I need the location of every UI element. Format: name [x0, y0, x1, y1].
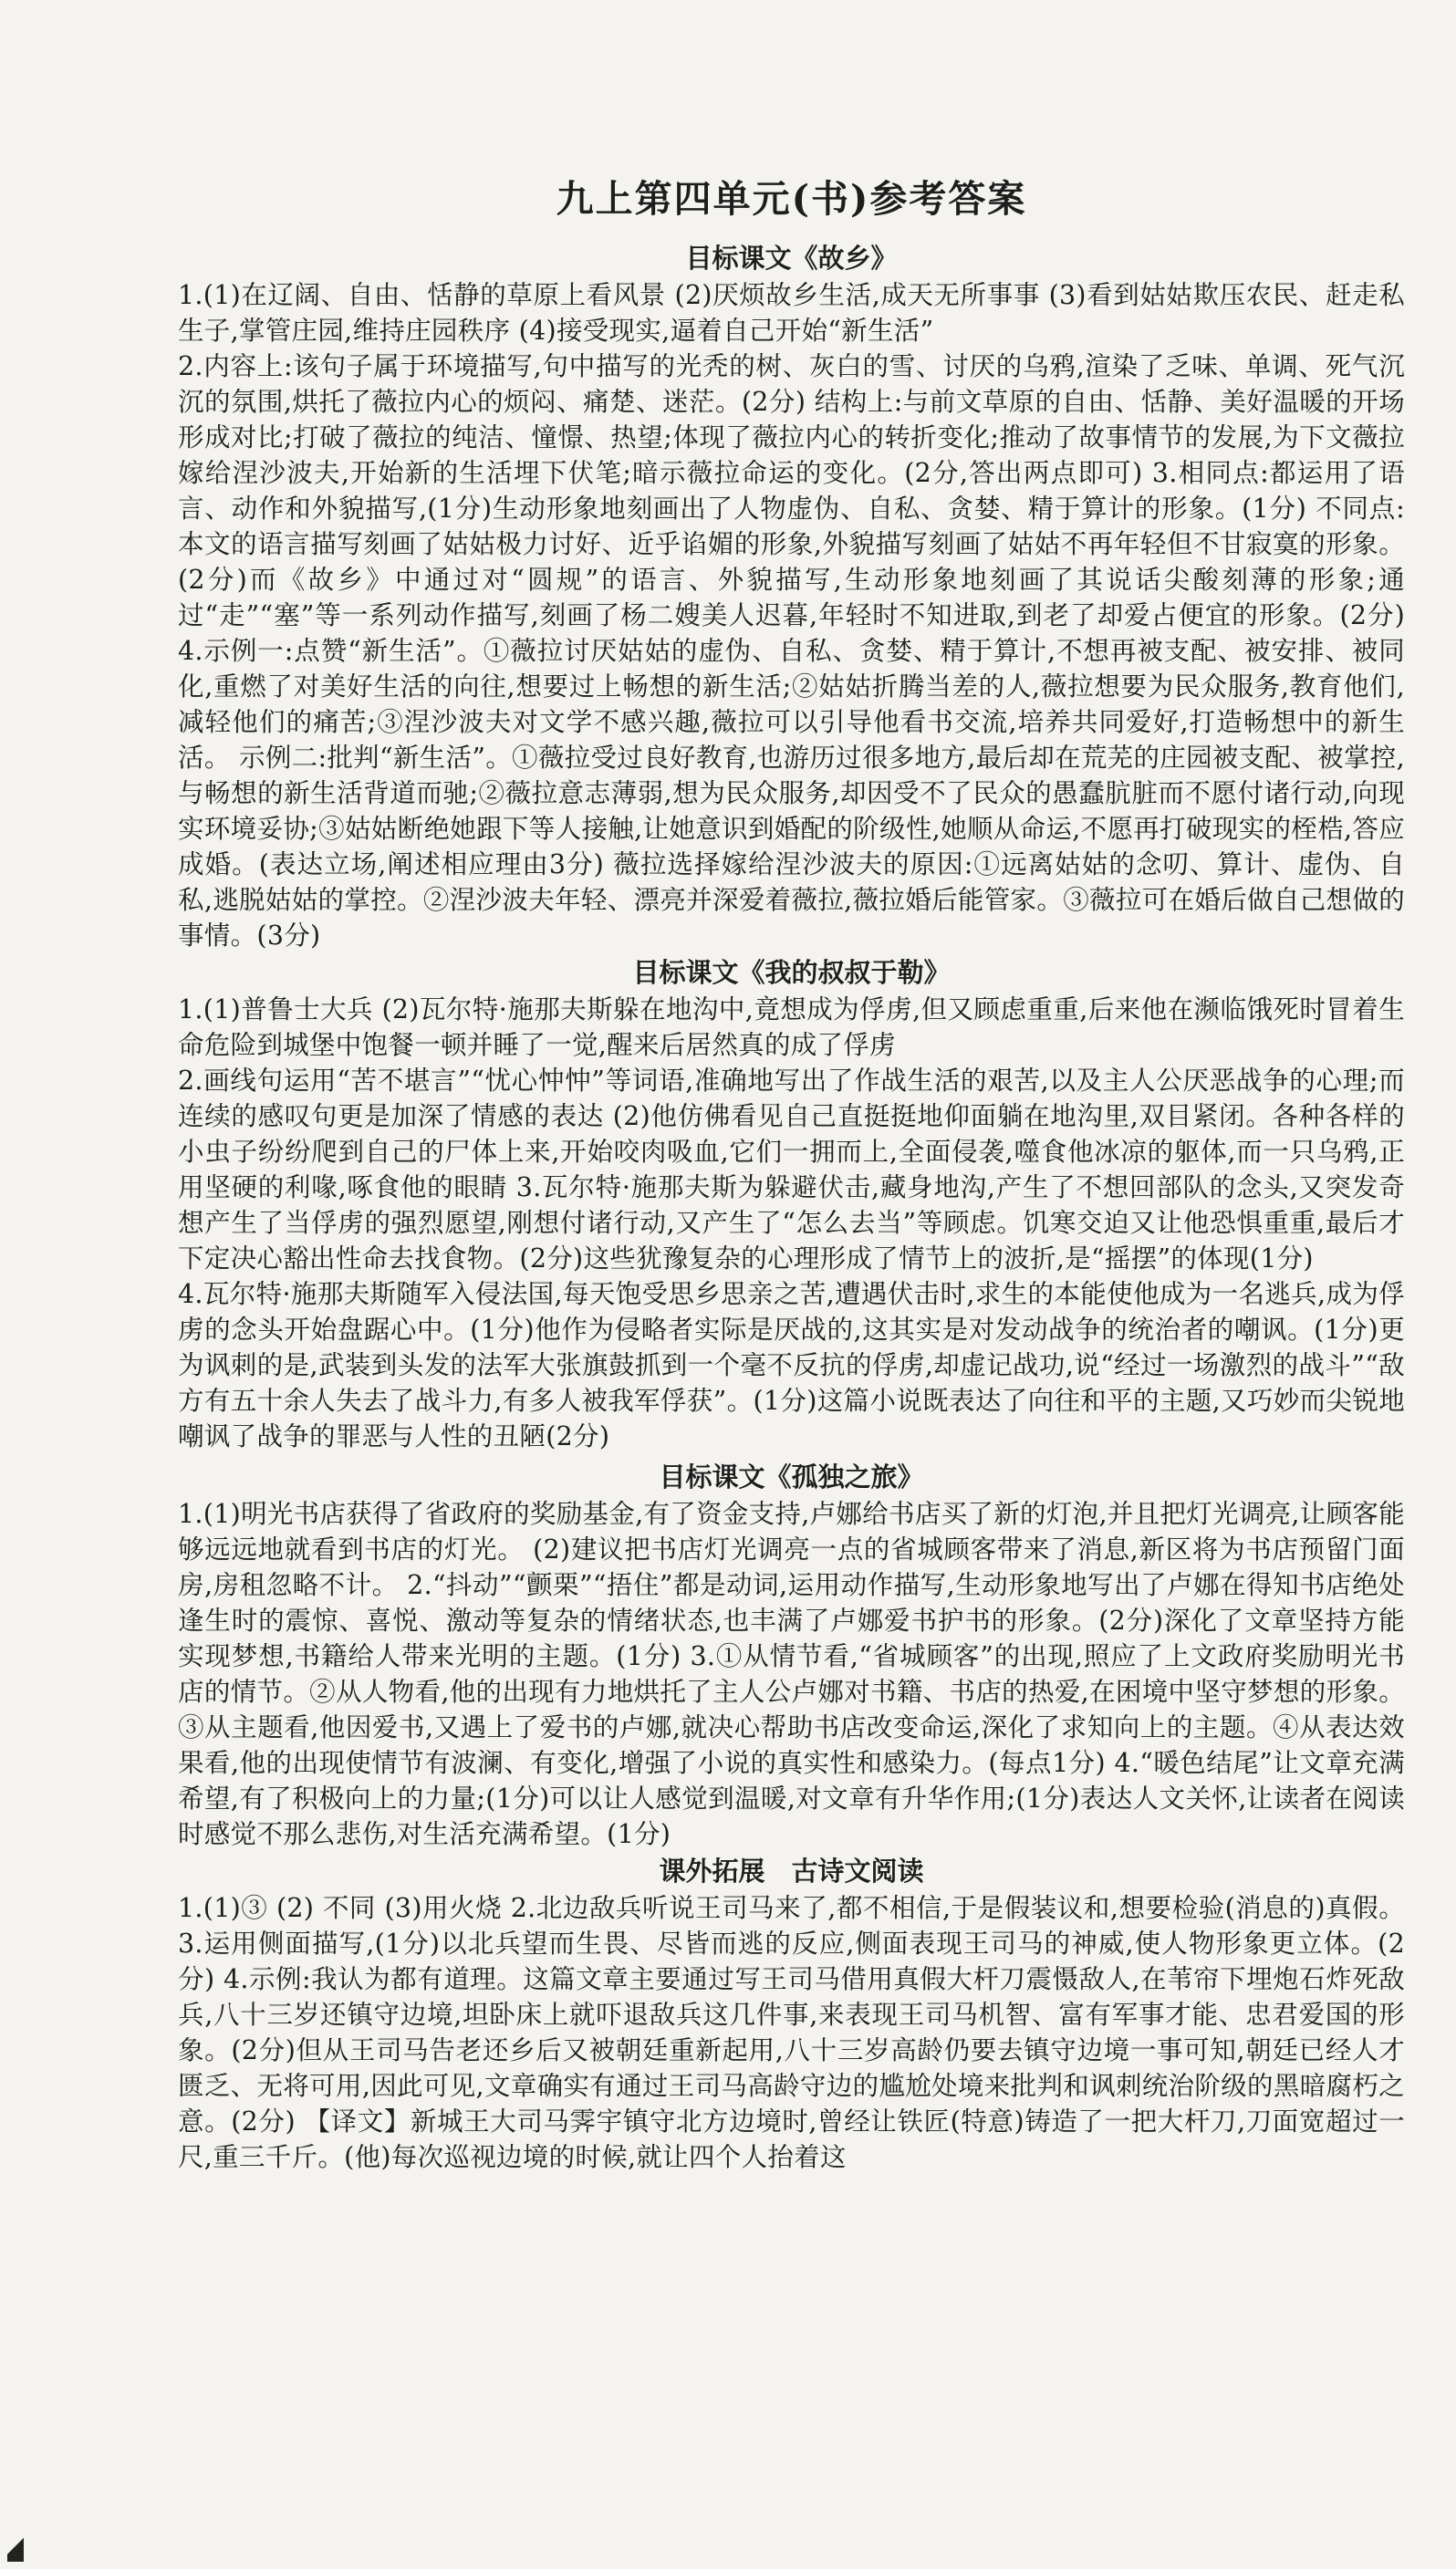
answer-paragraph: 1.(1)在辽阔、自由、恬静的草原上看风景 (2)厌烦故乡生活,成天无所事事 (3)看到姑姑欺压农民、赶走私生子,掌管庄园,维持庄园秩序 (4)接受现实,逼着自己开始“新生活”: [178, 280, 1405, 346]
section-heading: 目标课文《孤独之旅》: [659, 1461, 924, 1493]
section-heading: 课外拓展 古诗文阅读: [659, 1856, 924, 1887]
section-heading: 目标课文《故乡》: [685, 243, 898, 274]
section-gudu: [178, 1458, 1405, 1852]
answer-paragraph: 1.(1)普鲁士大兵 (2)瓦尔特·施那夫斯躲在地沟中,竟想成为俘虏,但又顾虑重重,后来他在濒临饿死时冒着生命危险到城堡中饱餐一顿并睡了一觉,醒来后居然真的成了俘虏: [178, 994, 1405, 1060]
section-heading: 目标课文《我的叔叔于勒》: [632, 957, 951, 988]
page-corner-mark: [7, 2534, 24, 2562]
section-guxiang: [178, 239, 1405, 953]
page-title: 九上第四单元(书)参考答案: [556, 177, 1027, 221]
answer-paragraph: 2.内容上:该句子属于环境描写,句中描写的光秃的树、灰白的雪、讨厌的乌鸦,渲染了乏味、单调、死气沉沉的氛围,烘托了薇拉内心的烦闷、痛楚、迷茫。(2分) 结构上:与前文草原的自由、恬静、美好温暖的开场形成对比;打破了薇拉的纯洁、憧憬、热望;体现了薇拉内心的转折变化;推动了故事情节的发展,为下文薇拉嫁给涅沙波夫,开始新的生活埋下伏笔;暗示薇拉命运的变化。(2分,答出两点即可) 3.相同点:都运用了语言、动作和外貌描写,(1分)生动形象地刻画出了人物虚伪、自私、贪婪、精于算计的形象。(1分) 不同点:本文的语言描写刻画了姑姑极力讨好、近乎谄媚的形象,外貌描写刻画了姑姑不再年轻但不甘寂寞的形象。(2分)而《故乡》中通过对“圆规”的语言、外貌描写,生动形象地刻画了其说话尖酸刻薄的形象;通过“走”“塞”等一系列动作描写,刻画了杨二嫂美人迟暮,年轻时不知进取,到老了却爱占便宜的形象。(2分) 4.示例一:点赞“新生活”。①薇拉讨厌姑姑的虚伪、自私、贪婪、精于算计,不想再被支配、被安排、被同化,重燃了对美好生活的向往,想要过上畅想的新生活;②姑姑折腾当差的人,薇拉想要为民众服务,教育他们,减轻他们的痛苦;③涅沙波夫对文学不感兴趣,薇拉可以引导他看书交流,培养共同爱好,打造畅想中的新生活。 示例二:批判“新生活”。①薇拉受过良好教育,也游历过很多地方,最后却在荒芜的庄园被支配、被掌控,与畅想的新生活背道而驰;②薇拉意志薄弱,想为民众服务,却因受不了民众的愚蠢肮脏而不愿付诸行动,向现实环境妥协;③姑姑断绝她跟下等人接触,让她意识到婚配的阶级性,她顺从命运,不愿再打破现实的桎梏,答应成婚。(表达立场,阐述相应理由3分) 薇拉选择嫁给涅沙波夫的原因:①远离姑姑的念叨、算计、虚伪、自私,逃脱姑姑的掌控。②涅沙波夫年轻、漂亮并深爱着薇拉,薇拉婚后能管家。③薇拉可在婚后做自己想做的事情。(3分): [178, 351, 1405, 951]
section-gushiwen: [178, 1852, 1405, 2175]
answer-paragraph: 2.画线句运用“苦不堪言”“忧心忡忡”等词语,准确地写出了作战生活的艰苦,以及主人公厌恶战争的心理;而连续的感叹句更是加深了情感的表达 (2)他仿佛看见自己直挺挺地仰面躺在地沟里,双目紧闭。各种各样的小虫子纷纷爬到自己的尸体上来,开始咬肉吸血,它们一拥而上,全面侵袭,噬食他冰凉的躯体,而一只乌鸦,正用坚硬的利喙,啄食他的眼睛 3.瓦尔特·施那夫斯为躲避伏击,藏身地沟,产生了不想回部队的念头,又突发奇想产生了当俘虏的强烈愿望,刚想付诸行动,又产生了“怎么去当”等顾虑。饥寒交迫又让他恐惧重重,最后才下定决心豁出性命去找食物。(2分)这些犹豫复杂的心理形成了情节上的波折,是“摇摆”的体现(1分): [178, 1066, 1405, 1274]
answer-paragraph: 4.瓦尔特·施那夫斯随军入侵法国,每天饱受思乡思亲之苦,遭遇伏击时,求生的本能使他成为一名逃兵,成为俘虏的念头开始盘踞心中。(1分)他作为侵略者实际是厌战的,这其实是对发动战争的统治者的嘲讽。(1分)更为讽刺的是,武装到头发的法军大张旗鼓抓到一个毫不反抗的俘虏,却虚记战功,说“经过一场激烈的战斗”“敌方有五十余人失去了战斗力,有多人被我军俘获”。(1分)这篇小说既表达了向往和平的主题,又巧妙而尖锐地嘲讽了战争的罪恶与人性的丑陋(2分): [178, 1279, 1405, 1451]
answer-paragraph: 1.(1)③ (2) 不同 (3)用火烧 2.北边敌兵听说王司马来了,都不相信,于是假装议和,想要检验(消息的)真假。 3.运用侧面描写,(1分)以北兵望而生畏、尽皆而逃的反应,侧面表现王司马的神威,使人物形象更立体。(2分) 4.示例:我认为都有道理。这篇文章主要通过写王司马借用真假大杆刀震慑敌人,在苇帘下埋炮石炸死敌兵,八十三岁还镇守边境,坦卧床上就吓退敌兵这几件事,来表现王司马机智、富有军事才能、忠君爱国的形象。(2分)但从王司马告老还乡后又被朝廷重新起用,八十三岁高龄仍要去镇守边境一事可知,朝廷已经人才匮乏、无将可用,因此可见,文章确实有通过王司马高龄守边的尴尬处境来批判和讽刺统治阶级的黑暗腐朽之意。(2分) 【译文】新城王大司马霁宇镇守北方边境时,曾经让铁匠(特意)铸造了一把大杆刀,刀面宽超过一尺,重三千斤。(他)每次巡视边境的时候,就让四个人抬着这: [178, 1893, 1405, 2172]
answer-page: [178, 173, 1405, 2175]
answer-paragraph: 1.(1)明光书店获得了省政府的奖励基金,有了资金支持,卢娜给书店买了新的灯泡,并且把灯光调亮,让顾客能够远远地就看到书店的灯光。 (2)建议把书店灯光调亮一点的省城顾客带来了消息,新区将为书店预留门面房,房租忽略不计。 2.“抖动”“颤栗”“捂住”都是动词,运用动作描写,生动形象地写出了卢娜在得知书店绝处逢生时的震惊、喜悦、激动等复杂的情绪状态,也丰满了卢娜爱书护书的形象。(2分)深化了文章坚持方能实现梦想,书籍给人带来光明的主题。(1分) 3.①从情节看,“省城顾客”的出现,照应了上文政府奖励明光书店的情节。②从人物看,他的出现有力地烘托了主人公卢娜对书籍、书店的热爱,在困境中坚守梦想的形象。③从主题看,他因爱书,又遇上了爱书的卢娜,就决心帮助书店改变命运,深化了求知向上的主题。④从表达效果看,他的出现使情节有波澜、有变化,增强了小说的真实性和感染力。(每点1分) 4.“暖色结尾”让文章充满希望,有了积极向上的力量;(1分)可以让人感觉到温暖,对文章有升华作用;(1分)表达人文关怀,让读者在阅读时感觉不那么悲伤,对生活充满希望。(1分): [178, 1499, 1405, 1849]
section-wodeshushu: [178, 953, 1405, 1454]
